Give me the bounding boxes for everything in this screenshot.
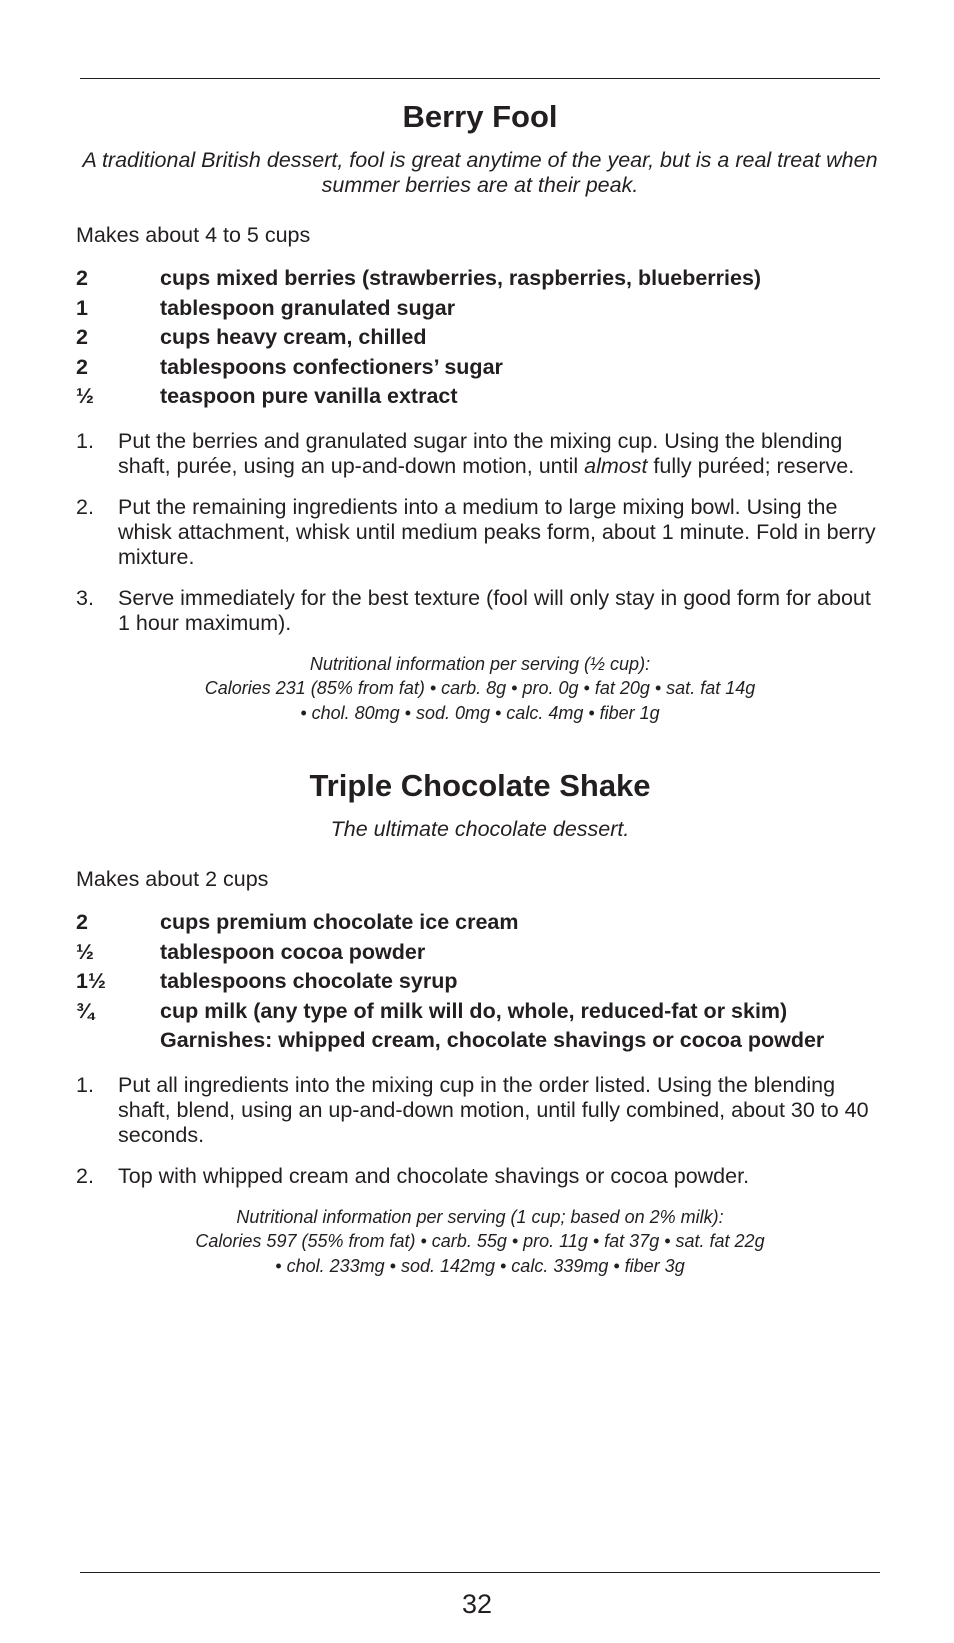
ingredient-desc: tablespoon granulated sugar: [160, 295, 456, 320]
recipe-yield: Makes about 4 to 5 cups: [76, 223, 311, 247]
recipe-intro: The ultimate chocolate dessert.: [330, 817, 630, 841]
ingredient-desc: cup milk (any type of milk will do, whole, reduced-fat or skim): [160, 998, 788, 1023]
ingredient-desc: cups mixed berries (strawberries, raspberries, blueberries): [160, 266, 762, 290]
nutrition-info: [76, 652, 884, 726]
page-content: [76, 96, 884, 1278]
recipe-berry-fool: [76, 96, 884, 725]
recipe-intro: A traditional British dessert, fool is great anytime of the year, but is a real treat when summer berries are at their peak.: [82, 148, 878, 197]
ingredient-qty: 2: [76, 266, 88, 290]
ingredient-item: [76, 382, 884, 412]
ingredient-qty: 2: [76, 910, 88, 934]
recipe-yield: Makes about 2 cups: [76, 867, 269, 891]
nutrition-line: • chol. 80mg • sod. 0mg • calc. 4mg • fiber 1g: [300, 702, 660, 723]
ingredient-list: [76, 908, 884, 1056]
step-item: [76, 1073, 884, 1148]
recipe-title: Berry Fool: [402, 99, 558, 134]
ingredient-item: [76, 997, 884, 1027]
ingredient-desc: Garnishes: whipped cream, chocolate shavings or cocoa powder: [160, 1028, 825, 1052]
ingredient-item: [76, 264, 884, 294]
nutrition-line: • chol. 233mg • sod. 142mg • calc. 339mg • fiber 3g: [275, 1255, 685, 1276]
step-number: 2.: [76, 494, 94, 519]
step-text-emphasis: almost: [584, 453, 648, 478]
step-text: Put the remaining ingredients into a medium to large mixing bowl. Using the whisk attachment, whisk until medium peaks form, about 1 minute. Fold in berry mixture.: [118, 494, 876, 569]
ingredient-item: [76, 353, 884, 383]
step-text: [118, 429, 884, 479]
nutrition-info: [76, 1205, 884, 1279]
step-text: Put all ingredients into the mixing cup in the order listed. Using the blending shaft, blend, using an up-and-down motion, until fully combined, about 30 to 40 seconds.: [118, 1072, 869, 1147]
step-text-part: fully puréed; reserve.: [647, 453, 855, 478]
ingredient-qty: ¾: [76, 998, 94, 1023]
step-item: [76, 586, 884, 636]
recipe-triple-chocolate-shake: [76, 765, 884, 1278]
ingredient-desc: cups heavy cream, chilled: [160, 325, 427, 349]
top-rule: [80, 78, 880, 79]
nutrition-line: Calories 231 (85% from fat) • carb. 8g • pro. 0g • fat 20g • sat. fat 14g: [204, 678, 756, 698]
step-list: [76, 429, 884, 636]
step-item: [76, 429, 884, 479]
step-number: 1.: [76, 428, 94, 453]
ingredient-list: [76, 264, 884, 412]
ingredient-desc: tablespoons chocolate syrup: [160, 969, 458, 993]
ingredient-qty: 1: [76, 295, 88, 320]
ingredient-desc: cups premium chocolate ice cream: [160, 910, 519, 934]
step-text: Top with whipped cream and chocolate shavings or cocoa powder.: [118, 1163, 750, 1188]
ingredient-desc: teaspoon pure vanilla extract: [160, 384, 458, 408]
nutrition-line: Nutritional information per serving (1 cup; based on 2% milk):: [236, 1206, 724, 1227]
ingredient-item: [76, 967, 884, 997]
step-text-part: Put the berries and granulated sugar into the mixing cup. Using the blending shaft, purée, using an up-and-down motion, until: [118, 428, 843, 478]
ingredient-item: [76, 294, 884, 324]
step-list: [76, 1073, 884, 1189]
ingredient-qty: ½: [76, 939, 94, 964]
ingredient-qty: [76, 1026, 160, 1056]
ingredient-item: [76, 1026, 884, 1056]
ingredient-qty: ½: [76, 384, 94, 408]
ingredient-qty: 2: [76, 354, 88, 379]
step-number: 3.: [76, 585, 94, 610]
page-number: 32: [461, 1589, 493, 1619]
bottom-rule: [80, 1572, 880, 1573]
step-item: [76, 1164, 884, 1189]
recipe-title: Triple Chocolate Shake: [309, 768, 651, 803]
step-item: [76, 495, 884, 570]
ingredient-qty: 2: [76, 325, 88, 349]
ingredient-desc: tablespoons confectioners’ sugar: [160, 354, 503, 379]
ingredient-desc: tablespoon cocoa powder: [160, 939, 426, 964]
ingredient-qty: 1½: [76, 969, 106, 993]
ingredient-item: [76, 938, 884, 968]
ingredient-item: [76, 908, 884, 938]
step-number: 1.: [76, 1072, 94, 1097]
step-text: Serve immediately for the best texture (fool will only stay in good form for about 1 hour maximum).: [118, 585, 871, 635]
nutrition-line: Calories 597 (55% from fat) • carb. 55g • pro. 11g • fat 37g • sat. fat 22g: [195, 1231, 765, 1251]
step-number: 2.: [76, 1163, 94, 1188]
nutrition-line: Nutritional information per serving (½ cup):: [309, 653, 651, 674]
ingredient-item: [76, 323, 884, 353]
